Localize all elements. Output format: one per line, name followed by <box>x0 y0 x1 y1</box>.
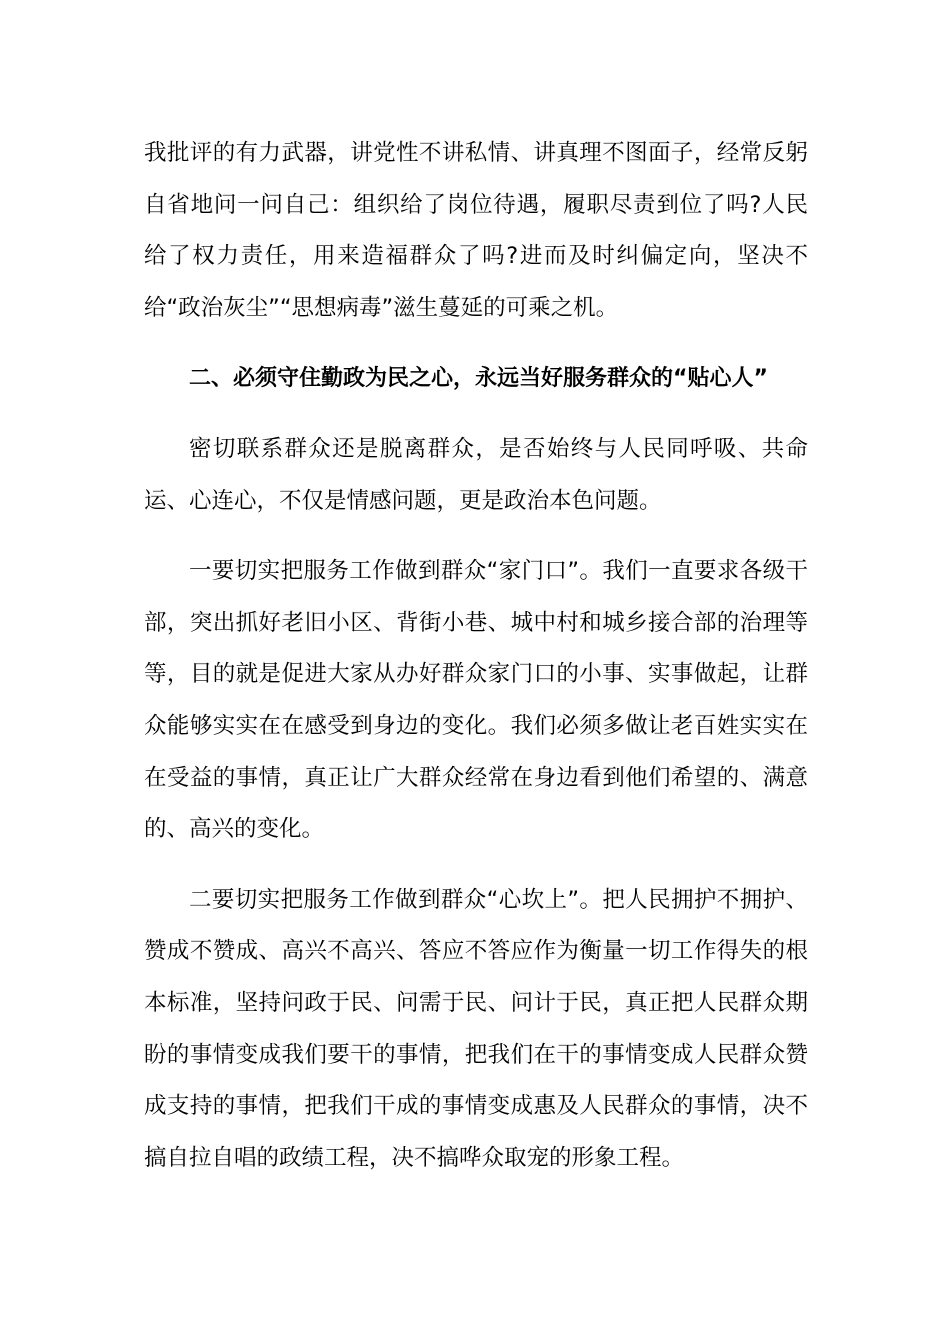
paragraph-gap <box>144 856 808 875</box>
paragraph-continuation: 我批评的有力武器，讲党性不讲私情、讲真理不图面子，经常反躬自省地问一问自己：组织给了岗位待遇，履职尽责到位了吗?人民给了权力责任，用来造福群众了吗?进而及时纠偏定向，坚决不给“政治灰尘”“思想病毒”滋生蔓延的可乘之机。 <box>144 140 808 321</box>
paragraph-gap <box>144 527 808 546</box>
paragraph: 密切联系群众还是脱离群众，是否始终与人民同呼吸、共命运、心连心，不仅是情感问题，更是政治本色问题。 <box>144 435 808 514</box>
paragraph-gap <box>144 405 808 424</box>
paragraph-gap <box>144 334 808 353</box>
section-heading: 二、必须守住勤政为民之心，永远当好服务群众的“贴心人” <box>189 366 768 392</box>
paragraph: 一要切实把服务工作做到群众“家门口”。我们一直要求各级干部，突出抓好老旧小区、背街小巷、城中村和城乡接合部的治理等等，目的就是促进大家从办好群众家门口的小事、实事做起，让群众能够实实在在感受到身边的变化。我们必须多做让老百姓实实在在受益的事情，真正让广大群众经常在身边看到他们希望的、满意的、高兴的变化。 <box>144 558 808 843</box>
paragraph: 二要切实把服务工作做到群众“心坎上”。把人民拥护不拥护、赞成不赞成、高兴不高兴、答应不答应作为衡量一切工作得失的根本标准，坚持问政于民、问需于民、问计于民，真正把人民群众期盼的事情变成我们要干的事情，把我们在干的事情变成人民群众赞成支持的事情，把我们干成的事情变成惠及人民群众的事情，决不搞自拉自唱的政绩工程，决不搞哗众取宠的形象工程。 <box>144 886 808 1171</box>
document-page <box>144 128 808 1184</box>
